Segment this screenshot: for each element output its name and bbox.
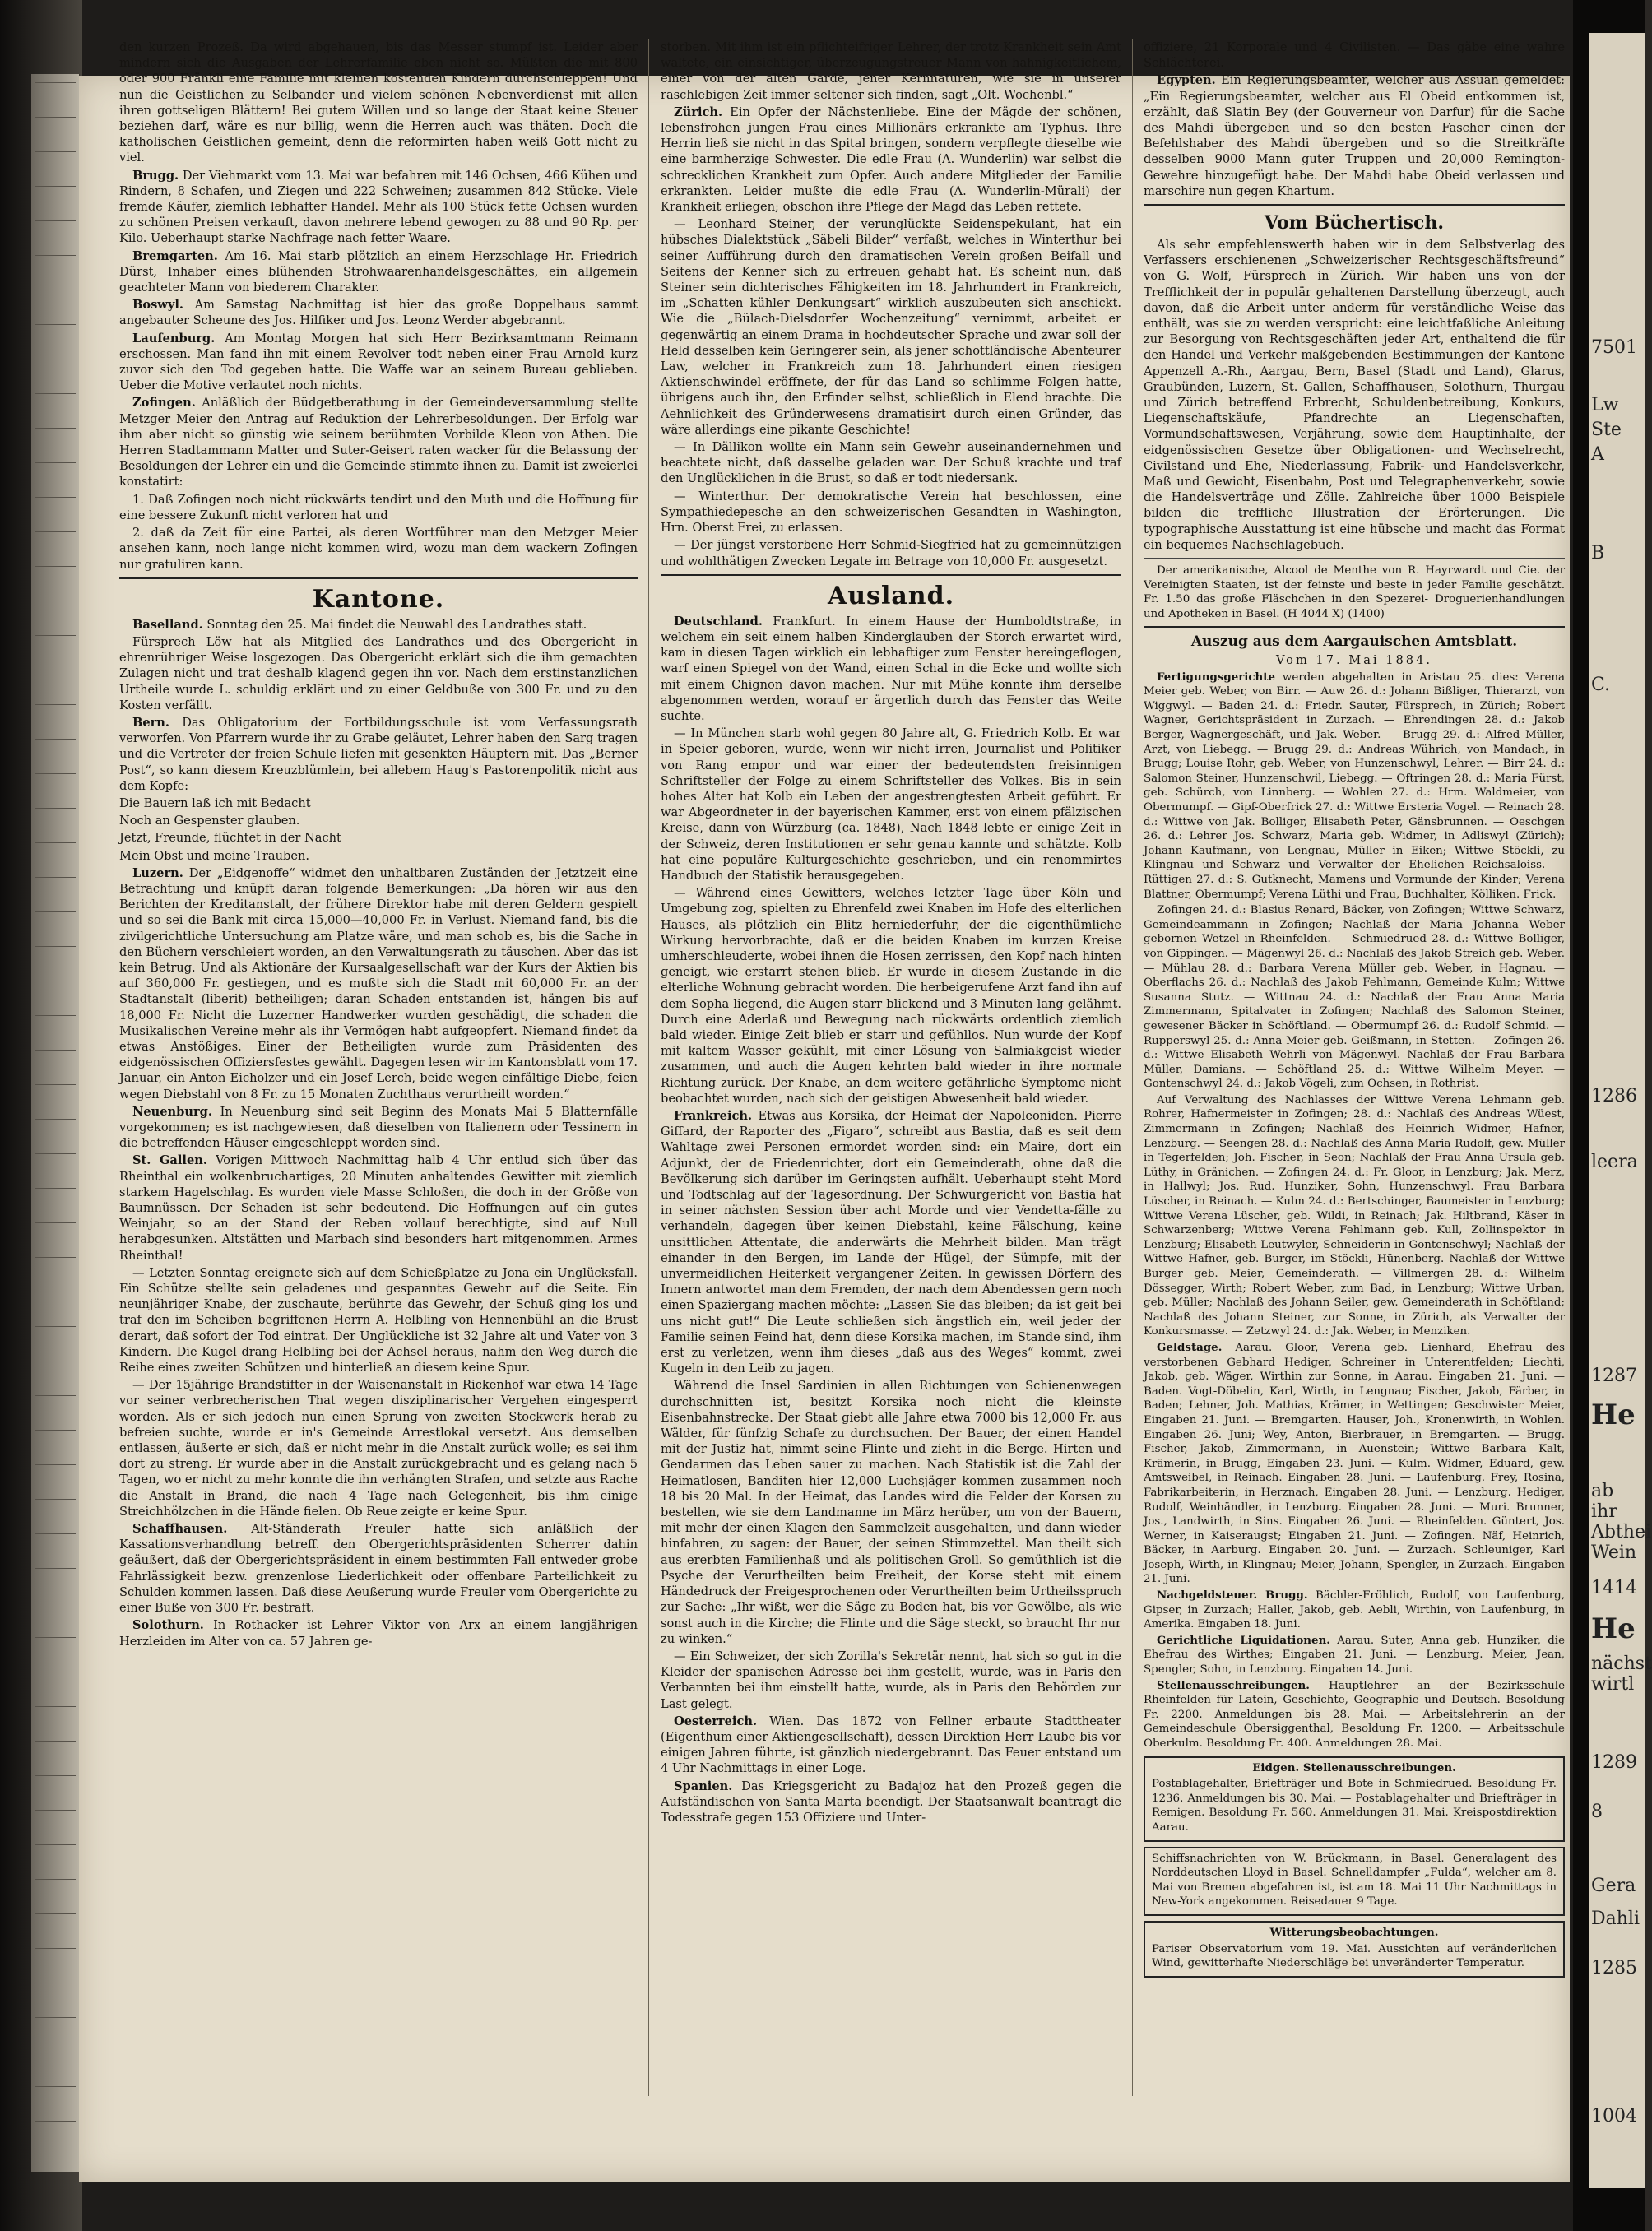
- section-rule: [661, 574, 1121, 576]
- page-edge-line: [35, 324, 76, 325]
- adjacent-fragment: wirtl: [1591, 1674, 1635, 1695]
- adjacent-fragment: leera: [1591, 1152, 1638, 1172]
- column-left: [119, 39, 638, 1651]
- point-1: 1. Daß Zofingen noch nicht rückwärts tendirt und den Muth und die Hoffnung für eine bessere Zukunft nicht verloren hat und: [119, 492, 638, 522]
- page-edge-line: [35, 151, 76, 152]
- adjacent-fragment: 1285: [1591, 1958, 1637, 1978]
- page-edge-line: [35, 877, 76, 878]
- page-edge-line: [35, 1948, 76, 1949]
- page-edge-line: [35, 2121, 76, 2122]
- news-item-spanien: Spanien. Das Kriegsgericht zu Badajoz hat den Prozeß gegen die Aufständischen von Santa Marta beendigt. Der Staatsanwalt beantragt die Todesstrafe gegen 153 Offiziere und Unter-: [661, 1779, 1121, 1825]
- page-edge-line: [35, 1810, 76, 1811]
- adjacent-fragment: 1289: [1591, 1752, 1637, 1773]
- page-edge-line: [35, 1464, 76, 1465]
- page-edge-line: [35, 1188, 76, 1189]
- page-edge-line: [35, 2086, 76, 2087]
- ship-news-text: Schiffsnachrichten von W. Brückmann, in Basel. Generalagent des Norddeutschen Lloyd in Basel. Schnelldampfer „Fulda“, welcher am 8. Mai von Bremen abgefahren ist, ist am 18. Mai 11 Uhr Nachmittags in New-York angekommen. Reisedauer 9 Tage.: [1152, 1852, 1557, 1909]
- adjacent-fragment: Gera: [1591, 1876, 1636, 1896]
- news-item-luzern: Luzern. Der „Eidgenoffe“ widmet den unhaltbaren Zuständen der Jetztzeit eine Betrachtung und knüpft daran folgende Bemerkungen: „Da hören wir aus den Berichten der Kreditanstalt, der frühere Direktor habe mit deren Geldern gespielt und so sei die Bank mit circa 15,000—40,000 Fr. in Verlust. Niemand fand, bis die zivilgerichtliche Untersuchung am Platze wäre, und man schob es, bis die Sache in den Büchern verschleiert worden, an den Verwaltungsrath zu täuschen. Aber das ist kein Betrug. Und als Aktionäre der Kursaalgesellschaft war der Kurs der Aktien bis auf 360,000 Fr. gestiegen, und es mußte sich die Stadt mit 60,000 Fr. an der Stadtanstalt (liberit) betheiligen; daran Schaden entstanden ist, hängen bis auf 18,000 Fr. Nicht die Luzerner Handwerker wurden geschädigt, die schaden die Musikalischen Vereine mehr als ihr Vermögen habt aufgeopfert. Niemand findet da etwas Anstößiges. Einer der Betheiligten wurde zum Präsidenten des eidgenössischen Offiziersfestes gewählt. Dagegen lesen wir im Kantonsblatt vom 17. Januar, ein Anton Eicholzer und ein Josef Lerch, beide wegen einfältige Diebe, feien wegen Diebstahl von 8 Fr. zu 15 Monaten Zuchthaus verurtheilt worden.“: [119, 865, 638, 1102]
- page-edge-line: [35, 739, 76, 740]
- news-item-gewitter: — Während eines Gewitters, welches letzter Tage über Köln und Umgebung zog, spielten zu Ehrenfeld zwei Knaben im Hofe des elterlichen Hauses, als plötzlich ein Blitz herniederfuhr, der die eigenthümliche Wirkung hervorbrachte, daß er die beiden Knaben im kurzen Kreise umherschleuderte, wobei ihnen die Hosen zerrissen, den Kopf nach hinten geneigt, wie erstarrt stehen blieb. Er wurde in diesem Zustande in die elterliche Wohnung gebracht worden. Die herbeigerufene Arzt fand ihn auf dem Sopha liegend, die Augen starr blickend und 3 Minuten lang gelähmt. Durch eine Aderlaß und Bewegung nach rückwärts ordentlich ziemlich bald wieder. Einige Zeit blieb er starr und gefühllos. Nun wurde der Kopf mit kaltem Wasser gekühlt, mit einer Lösung von Salmiakgeist wieder zusammen, und auch die Augen kehrten bald wieder in ihre normale Richtung zurück. Der Knabe, an dem weitere gefährliche Symptome nicht beobachtet wurden, nach sich der geistigen Abwesenheit bald wieder.: [661, 886, 1121, 1106]
- news-item-jona: — Letzten Sonntag ereignete sich auf dem Schießplatze zu Jona ein Unglücksfall. Ein Schütze stellte sein geladenes und gespanntes Gewehr auf die Seite. Ein neunjähriger Knabe, der zuschaute, berührte das Gewehr, der Schuß ging los und traf den im Scheiben begriffenen Herrn A. Helbling von Hennenbühl an die Brust derart, daß sofort der Tod eintrat. Der Unglückliche ist 32 Jahre alt und Vater von 3 Kindern. Die Kugel drang Helbling bei der Achsel heraus, nahm den Weg durch die Reihe eines zweiten Schützen und hinterließ an diesem keine Spur.: [119, 1265, 638, 1375]
- page-edge-line: [35, 1015, 76, 1016]
- amtsblatt-nachgeld: Nachgeldsteuer. Brugg. Bächler-Fröhlich, Rudolf, von Laufenburg, Gipser, in Zurzach; Haller, Jakob, geb. Aebli, Wirthin, von Laufenburg, in Amerika. Eingaben 18. Juni.: [1144, 1589, 1565, 1631]
- news-item-zorilla: — Ein Schweizer, der sich Zorilla's Sekretär nennt, hat sich so gut in die Kleider der spanischen Adresse bei ihm gestellt, wurde, was in Paris den Verbannten bei ihm einstellt hatte, wurde, als in Paris den Behörden zur Last gelegt.: [661, 1649, 1121, 1711]
- news-item-neuenburg: Neuenburg. In Neuenburg sind seit Beginn des Monats Mai 5 Blatternfälle vorgekommen; es ist nachgewiesen, daß dieselben von Italienern oder Tessinern in die betreffenden Häuser eingeschleppt worden sind.: [119, 1104, 638, 1151]
- page-edge-line: [35, 497, 76, 498]
- page-edge-line: [35, 1084, 76, 1085]
- column-rule-2: [1132, 39, 1133, 2096]
- news-item-kolb: — In München starb wohl gegen 80 Jahre alt, G. Friedrich Kolb. Er war in Speier geboren, wurde, wenn wir nicht irren, Journalist und Politiker von Rang empor und war einer der bedeutendsten freisinnigen Schriftsteller der Folge zu einem Schriftsteller des Volkes. Bis in sein hohes Alter hat Kolb ein Leben der angestrengtesten Arbeit geführt. Er war Abgeordneter in der bayerischen Kammer, erst von einem pfälzischen Kreise, dann von Würzburg (ca. 1848), Nach 1848 lebte er einige Zeit in der Schweiz, deren Institutionen er sehr genau kannte und schätzte. Kolb hat eine populäre Kulturgeschichte geschrieben, und ein renommirtes Handbuch der Statistik herausgegeben.: [661, 726, 1121, 883]
- verse-line: Noch an Gespenster glauben.: [119, 814, 300, 828]
- news-item-legate: — Der jüngst verstorbene Herr Schmid-Siegfried hat zu gemeinnützigen und wohlthätigen Zwecken Legate im Betrage von 10,000 Fr. ausgesetzt.: [661, 538, 1121, 568]
- job-notice-text: Postablagehalter, Briefträger und Bote in Schmiedrued. Besoldung Fr. 1236. Anmeldungen bis 30. Mai. — Postablagehalter und Briefträger in Remigen. Besoldung Fr. 560. Anmeldungen 31. Mai. Kreispostdirektion Aarau.: [1152, 1778, 1557, 1834]
- amtsblatt-entry: Zofingen 24. d.: Blasius Renard, Bäcker, von Zofingen; Wittwe Schwarz, Gemeindeammann in Zofingen; Nachlaß der Maria Johanna Weber gebornen Wetzel in Rheinfelden. — Schmiedrued 28. d.: Wittwe Bolliger, von Gippingen. — Mägenwyl 26. d.: Nachlaß des Jakob Streich geb. Weber. — Mühlau 28. d.: Barbara Verena Müller geb. Weber, in Hagnau. — Oberflachs 26. d.: Nachlaß des Jakob Fehlmann, Gemeinde Kulm; Wittwe Susanna Stutz. — Wittnau 24. d.: Nachlaß der Frau Anna Maria Zimmermann, Spitalvater in Zofingen; Nachlaß des Salomon Steiner, gewesener Bäcker in Schöftland. — Obermumpf 26. d.: Rudolf Schmid. — Rupperswyl 25. d.: Anna Meier geb. Geißmann, in Stetten. — Zofingen 26. d.: Wittwe Elisabeth Wehrli von Mägenwyl. Nachlaß der Frau Barbara Müller, Damians. — Schöftland 25. d.: Wittwe Wilhelm Meyer. — Gontenschwyl 24. d.: Jakob Vögeli, zum Ochsen, in Rothrist.: [1144, 904, 1565, 1091]
- adjacent-fragment: Abthei: [1591, 1522, 1652, 1542]
- page-edge-line: [35, 1119, 76, 1120]
- news-item-frankreich: Frankreich. Etwas aus Korsika, der Heimat der Napoleoniden. Pierre Giffard, der Raporter des „Figaro“, schreibt aus Bastia, daß es seit dem Wahltage zwei Personen ermordet worden sind: ein Maire, dort ein Adjunkt, der de Friedenrichter, dort ein Gemeinderath, ohne daß die Bevölkerung sich darüber im Geringsten aufhält. Ueberhaupt steht Mord und Todtschlag auf der Tagesordnung. Der Schwurgericht von Bastia hat in seiner nächsten Session über acht Morde und vier Vendetta-fälle zu verhandeln, dagegen über keinen Diebstahl, keine Fälschung, keine unsittlichen Attentate, die anderwärts die Mehrheit bilden. Man trägt einander in den Bergen, im Lande der Hügel, der Sümpfe, mit der unvermeidlichen Heiterkeit vergangener Zeiten. In gewissen Dörfern des Innern antwortet man dem Fremden, der nach dem Abendessen gern noch einen Spaziergang machen möchte: „Lassen Sie das bleiben; da ist geit bei uns nicht gut!“ Die Leute schließen sich ängstlich ein, weil jeder der Familie seinen Feind hat, denn diese Korsika machen, im Stande sind, ihm erst zu verletzen, wenn ihm dieses „daß aus des Weges“ kommt, zwei Kugeln in den Leib zu jagen.: [661, 1109, 1122, 1376]
- heading-buechertisch: Vom Büchertisch.: [1264, 212, 1445, 234]
- page-edge-line: [35, 808, 76, 809]
- page-edge-line: [35, 1741, 76, 1742]
- news-item-oesterreich: Oesterreich. Wien. Das 1872 von Fellner erbaute Stadttheater (Eigenthum einer Aktiengesellschaft), dessen Direktion Herr Laube bis vor einigen Jahren führte, ist gänzlich niedergebrannt. Das Feuer entstand um 4 Uhr Nachmittags in einer Loge.: [661, 1714, 1122, 1776]
- intro-paragraph: den kurzen Prozeß. Da wird abgehauen, bis das Messer stumpf ist. Leider aber mindern sich die Ausgaben der Lehrerfamilie eben nicht so. Müßten die mit 800 oder 900 Fränkli eine Familie mit kleinen kostenden Kindern durchschleppen! Und nun die Geistlichen zu Selbander und vielem schönen Nebenverdienst mit allen ihren gottseligen Blättern! Bei gutem Willen und so lange der Staat keine Steuer beziehen darf, wäre es nur billig, wenn die Herren auch was thäten. Doch die katholischen Geistlichen gemeint, denn die reformirten haben weiß Gott nicht zu viel.: [119, 40, 638, 165]
- page-edge-line: [35, 117, 76, 118]
- adjacent-fragment: Wein: [1591, 1542, 1637, 1563]
- page-edge-line: [35, 1499, 76, 1500]
- spine-page-stack: [31, 74, 80, 2172]
- page-edge-line: [35, 2017, 76, 2018]
- verse-line: Die Bauern laß ich mit Bedacht: [119, 795, 311, 810]
- weather-text: Pariser Observatorium vom 19. Mai. Aussichten auf veränderlichen Wind, gewitterhafte Niederschläge bei unveränderter Temperatur.: [1152, 1942, 1557, 1970]
- page-edge-line: [35, 462, 76, 463]
- adjacent-page-strip: [1589, 33, 1652, 2188]
- column-rule-1: [648, 39, 649, 2096]
- verse-line: Mein Obst und meine Trauben.: [119, 848, 310, 863]
- adjacent-fragment: 8: [1591, 1802, 1603, 1822]
- news-item-boswyl: Boswyl. Am Samstag Nachmittag ist hier das große Doppelhaus sammt angebauter Scheune des Jos. Hilfiker und Jos. Leonz Werder abgebrannt.: [119, 298, 638, 328]
- section-rule: [1144, 204, 1565, 206]
- amtsblatt-stellen: Stellenausschreibungen. Hauptlehrer an der Bezirksschule Rheinfelden für Latein, Geschichte, Geographie und Deutsch. Besoldung Fr. 2200. Anmeldungen bis 28. Mai. — Arbeitslehrerin an der Gemeindeschule Obersiggenthal, Besoldung Fr. 1200. — Arbeitsschule Oberkulm. Besoldung Fr. 400. Anmeldungen 28. Mai.: [1144, 1678, 1565, 1751]
- page-edge-line: [35, 946, 76, 947]
- adjacent-fragment: 1004: [1591, 2106, 1637, 2127]
- page-edge-line: [35, 1879, 76, 1880]
- adjacent-fragment: ihr: [1591, 1501, 1617, 1522]
- weather-heading: Witterungsbeobachtungen.: [1269, 1925, 1439, 1939]
- page-edge-line: [35, 186, 76, 187]
- adjacent-fragment: 1414: [1591, 1578, 1637, 1598]
- news-item-bern: Bern. Das Obligatorium der Fortbildungsschule ist vom Verfassungsrath verworfen. Von Pfarrern wurde ihr zu Grabe geläutet, Lehrer haben den Sarg tragen und die Vertreter der freien Schule liefen mit gesenkten Häuptern mit. Das „Berner Post“, so kann diesem Kreuzblümlein, bei allebem Haug's Pastorenpolitik nicht aus dem Kopfe:: [119, 715, 638, 793]
- adjacent-fragment: nächst: [1591, 1654, 1652, 1674]
- page-edge-line: [35, 635, 76, 636]
- section-rule: [119, 577, 638, 579]
- adjacent-fragment: Lw: [1591, 395, 1619, 415]
- news-item-egypten: Egypten. Ein Regierungsbeamter, welcher aus Assuan gemeldet: „Ein Regierungsbeamter, welcher aus El Obeid entkommen ist, erzählt, daß Slatin Bey (der Gouverneur von Darfur) für die Sache des Mahdi übergeben und so den besten Fascher einen der Befehlshaber des Mahdi übergeben und so die Streitkräfte desselben 9000 Mann guter Truppen und 20,000 Remington-Gewehre hinzugefügt habe. Der Mahdi habe Obeid verlassen und marschire nun gegen Khartum.: [1144, 73, 1566, 198]
- page-edge-line: [35, 911, 76, 912]
- amtsblatt-date: Vom 17. Mai 1884.: [1275, 653, 1433, 668]
- news-item-bremgarten: Bremgarten. Am 16. Mai starb plötzlich an einem Herzschlage Hr. Friedrich Dürst, Inhaber eines blühenden Strohwaarenhandelsgeschäftes, ein allgemein geachteter Mann von biederem Charakter.: [119, 248, 638, 295]
- job-notice-box: [1144, 1756, 1565, 1842]
- heading-amtsblatt: Auszug aus dem Aargauischen Amtsblatt.: [1190, 633, 1518, 651]
- book-review: Als sehr empfehlenswerth haben wir in dem Selbstverlag des Verfassers erschienenen „Schweizerischer Rechtsgeschäftsfreund“ von G. Wolf, Fürsprech in Zürich. Wir haben uns von der Trefflichkeit der in populär gehaltenen Darstellung überzeugt, auch davon, daß die Arbeit unter anderm für verständliche Weise das enthält, was sie zu werden verspricht: eine leichtfaßliche Anleitung zur Besorgung von Rechtsgeschäften jeder Art, enthaltend die für den Handel und Verkehr maßgebenden Bestimmungen der Kantone Appenzell A.-Rh., Aargau, Bern, Basel (Stadt und Land), Glarus, Graubünden, Luzern, St. Gallen, Schaffhausen, Solothurn, Thurgau und Zürich betreffend Erbrecht, Schuldenbetreibung, Konkurs, Liegenschaftskäufe, Pfandrechte an Liegenschaften, Vormundschaftswesen, Verjährung, sowie dem Hauptinhalte, der eidgenössischen Gesetze über Obligationen- und Wechselrecht, Civilstand und Ehe, Niederlassung, Fabrik- und Handelsverkehr, Maß und Gewicht, Eisenbahn, Post und Telegraphenverkehr, sowie die Handelsverträge und Zölle. Zahlreiche über 1000 Beispiele bilden die treffliche Illustration der Erörterungen. Die typographische Ausstattung ist eine hübsche und macht das Format ein bequemes Nachschlagebuch.: [1144, 238, 1565, 552]
- page-edge-line: [35, 1153, 76, 1154]
- news-item-daellikon: — In Dällikon wollte ein Mann sein Gewehr auseinandernehmen und beachtete nicht, daß dasselbe geladen war. Der Schuß krachte und traf den Unglücklichen in die Brust, so daß er todt niedersank.: [661, 440, 1121, 486]
- page-edge-line: [35, 531, 76, 532]
- page-edge-line: [35, 1775, 76, 1776]
- page-edge-line: [35, 842, 76, 843]
- news-item-zofingen: Zofingen. Anläßlich der Büdgetberathung in der Gemeindeversammlung stellte Metzger Meier den Antrag auf Reduktion der Lehrerbesoldungen. Der Erfolg war ihm aber nicht so günstig wie seinem berühmten Vorbilde Kleon von Athen. Die Herren Stadtammann Matter und Suter-Geisert raten wacker für die Belassung der Besoldungen der Lehrer ein und die Gemeinde stimmte ihnen zu. Damit ist zweierlei konstatirt:: [119, 396, 638, 489]
- column-middle: [661, 39, 1121, 1827]
- news-item-zuerich: Zürich. Ein Opfer der Nächstenliebe. Eine der Mägde der schönen, lebensfrohen jungen Frau eines Millionärs erkrankte am Typhus. Ihre Herrin ließ sie nicht in das Spital bringen, sondern verpflegte dieselbe wie eine barmherzige Schwester. Die edle Frau (A. Wunderlin) war selbst die schrecklichen Krankheit zum Opfer. Auch andere Mitglieder der Familie erkrankten. Leider mußte die edle Frau (A. Wunderlin-Mürali) der Krankheit erliegen; obschon ihre Pflege der Magd das Leben rettete.: [661, 104, 1122, 215]
- news-item-korsika: Während die Insel Sardinien in allen Richtungen von Schienenwegen durchschnitten ist, besitzt Korsika noch nicht die kleinste Eisenbahnstrecke. Der Staat giebt alle Jahre etwa 7000 bis 12,000 Fr. aus Wälder, für fünfzig Schafe zu durchsuchen. Der Bauer, der einen Handel mit der Justiz hat, nimmt seine Flinte und zieht in die Berge. Hirten und Gendarmen das Leben sauer zu machen. Nach Statistik ist die Zahl der Heimatlosen, Banditen hier 12,000 Luchsjäger kommen zusammen noch 18 bis 20 Mal. In der Heimat, das Landes wird die Felder der Korsen zu bestellen, wie sie dem Landmanne im März herüber, um von der Bauern, mit mehr der einen Klagen den Sammelzeit ausgehalten, und dann wieder hinfahren, zu sagen: der Bauer, der seinen Stimmzettel. Man theilt sich aus ererbten Familienhaß und als politischen Groll. So gemüthlich ist die Psyche der Verurtheilten beim Freiheit, der Korse steht mit einem Händedruck der Freigesprochenen oder Verurtheilten beim Urtheilsspruch zur Sache: „Ihr wißt, wer die Säge zu Boden hat, bis vor Gewölbe, als wie sonst auch in die Kirche; die Flinte und die Säge steckt, so braucht Ihr nur zu winken.“: [661, 1379, 1121, 1646]
- adjacent-fragment: 1287: [1591, 1366, 1637, 1386]
- page-edge-line: [35, 1844, 76, 1845]
- page-edge-line: [35, 1913, 76, 1914]
- page-edge-line: [35, 255, 76, 256]
- page-edge-line: [35, 1222, 76, 1223]
- news-item-baselland-2: Fürsprech Löw hat als Mitglied des Landrathes und des Obergericht in ehrenrühriger Weise losgezogen. Das Obergericht erklärt sich die ihm gemachten Zulagen nicht und trat deshalb klagend gegen ihn vor. Nach dem erstinstanzlichen Urtheile wurde L. schuldig erklärt und zu einer Geldbuße von 300 Fr. und zu den Kosten verfällt.: [119, 634, 638, 712]
- amtsblatt-entry: Auf Verwaltung des Nachlasses der Wittwe Verena Lehmann geb. Rohrer, Hafnermeister in Zofingen; 28. d.: Nachlaß des Andreas Wüest, Zimmermann in Zofingen; Nachlaß des Heinrich Widmer, Hafner, Lenzburg. — Seengen 28. d.: Nachlaß des Anna Maria Rudolf, gew. Müller in Tegerfelden; Joh. Fischer, in Seon; Nachlaß der Frau Anna Ursula geb. Lüthy, in Gränichen. — Zofingen 24. d.: Fr. Gloor, in Lenzburg; Jak. Merz, in Hallwyl; Jos. Rud. Hunziker, Sohn, Hunzenschwyl. Frau Barbara Lüscher, in Reinach. — Kulm 24. d.: Bertschinger, Baumeister in Lenzburg; Wittwe Verena Lüscher, geb. Wildi, in Reinach; Jak. Hiltbrand, Käser in Schwarzenberg; Wittwe Verena Fehlmann geb. Kull, Zollinspektor in Lenzburg; Elisabeth Leutwyler, Schneiderin in Gontenschwyl; Nachlaß der Wittwe Hafner, geb. Burger, im Stöckli, Hünenberg. Nachlaß der Wittwe Burger geb. Meier, Gemeinderath. — Villmergen 28. d.: Wilhelm Dössegger, Wirth; Robert Weber, zum Bad, in Lenzburg; Wittwe Urban, geb. Müller; Nachlaß des Johann Seiler, gew. Gemeinderath in Schöftland; Nachlaß des Johann Steiner, zur Sonne, in Zürich, als Verwalter der Konkursmasse. — Zetzwyl 24. d.: Jak. Weber, in Menziken.: [1144, 1093, 1565, 1338]
- adjacent-fragment: He: [1591, 1398, 1636, 1431]
- heading-ausland: Ausland.: [827, 581, 955, 610]
- page-edge-line: [35, 704, 76, 705]
- column-right: [1144, 39, 1565, 1983]
- page-edge-line: [35, 1326, 76, 1327]
- page-edge-line: [35, 1637, 76, 1638]
- point-2: 2. daß da Zeit für eine Partei, als deren Wortführer man den Metzger Meier ansehen kann, noch lange nicht kommen wird, wozu man dem wackern Zofingen nur gratuliren kann.: [119, 526, 638, 572]
- adjacent-fragment: C.: [1591, 675, 1611, 695]
- section-rule: [1144, 558, 1565, 559]
- news-item-baselland: Baselland. Sonntag den 25. Mai findet die Neuwahl des Landrathes statt.: [132, 617, 587, 632]
- news-item-obituary: storben. Mit ihm ist ein pflichteifriger Lehrer, der trotz Krankheit sein Amt waltete, ein einsichtiger, überzeugungstreuer Mann von hahnigkeitlichem, einer von der alten Garde, jener Kernnaturen, wie sie in unserer raschlebigen Zeit immer seltener sich finden, sagt „Olt. Wochenbl.“: [661, 40, 1121, 102]
- amtsblatt-liquidationen: Gerichtliche Liquidationen. Aarau. Suter, Anna geb. Hunziker, die Ehefrau des Wirthes; Eingaben 21. Juni. — Lenzburg. Meier, Jean, Spengler, Sohn, in Lenzburg. Eingaben 14. Juni.: [1144, 1633, 1566, 1677]
- news-item-brugg: Brugg. Der Viehmarkt vom 13. Mai war befahren mit 146 Ochsen, 466 Kühen und Rindern, 8 Schafen, und Ziegen und 222 Schweinen; zusammen 842 Stücke. Viele fremde Käufer, ziemlich lebhafter Handel. Mehr als 100 Stück fette Ochsen wurden zu schönen Preisen verkauft, davon mehrere lebend gewogen zu 88 und 90 Rp. per Kilo. Ueberhaupt starke Nachfrage nach fetter Waare.: [119, 168, 638, 246]
- news-item-brandstifter: — Der 15jährige Brandstifter in der Waisenanstalt in Rickenhof war etwa 14 Tage vor seiner verbrecherischen That wegen disziplinarischer Vergehen eingesperrt worden. Als er sich jedoch nun einen Sprung von zweiten Stockwerk herab zu befreien suchte, wurde er in's Gemeinde Arrestlokal versetzt. Aus demselben entlassen, äußerte er sich, daß er nicht mehr in die Anstalt zurück wolle; es sei ihm dort zu streng. Er wurde aber in die Anstalt zurückgebracht und es gelang nach 5 Tagen, wo er nicht zu mehr konnte die ihn verhängten Strafen, und setzte aus Rache die Anstalt in Brand, die nach 4 Tage nach Gelegenheit, bis ihm einige Streichhölzchen in die Hände fielen. Ob Reue zeigte er keine Spur.: [119, 1378, 638, 1519]
- advertisement: Der amerikanische, Alcool de Menthe von R. Hayrwardt und Cie. der Vereinigten Staaten, ist der feinste und beste in jeder Familie geschätzt. Fr. 1.50 das große Fläschchen in den Spezerei- Droguerienhandlungen und Apotheken in Basel. (H 4044 X) (1400): [1144, 564, 1565, 620]
- news-item-laufenburg: Laufenburg. Am Montag Morgen hat sich Herr Bezirksamtmann Reimann erschossen. Man fand ihn mit einem Revolver todt neben einer Frau Arnold kurz zuvor sich den Tod gegeben hatte. Die Waffe war an seinem Bureau geblieben. Ueber die Motive verlautet noch nichts.: [119, 331, 638, 393]
- page-edge-line: [35, 1568, 76, 1569]
- page-edge-line: [35, 1706, 76, 1707]
- page-edge-line: [35, 1533, 76, 1534]
- amtsblatt-geldstage: Geldstage. Aarau. Gloor, Verena geb. Lienhard, Ehefrau des verstorbenen Gebhard Hediger, Schreiner in Unterentfelden; Liechti, Jakob, geb. Wäger, Wirthin zur Sonne, in Aarau. Eingaben 21. Juni. — Baden. Vogt-Döbelin, Karl, Wirth, in Lengnau; Fischer, Jakob, Färber, in Baden; Lehner, Joh. Mathias, Krämer, in Wettingen; Geschwister Meier, Eingaben 21. Juni. — Bremgarten. Hauser, Joh., Kronenwirth, in Wohlen. Eingaben 26. Juni; Wey, Anton, Bierbrauer, in Bremgarten. — Brugg. Fischer, Jakob, Zimmermann, in Auenstein; Wittwe Barbara Kalt, Krämerin, in Brugg, Eingaben 23. Juni. — Kulm. Widmer, Eduard, gew. Amtsweibel, in Reinach. Eingaben 28. Juni. — Laufenburg. Frey, Rosina, Fabrikarbeiterin, in Herznach, Eingaben 28. Juni. — Lenzburg. Hediger, Rudolf, Weinhändler, in Lenzburg. Eingaben 28. Juni. — Muri. Brunner, Jos., Landwirth, in Sins. Eingaben 26. Juni. — Rheinfelden. Güntert, Jos. Werner, in Kaiseraugst; Eingaben 21. Juni. — Zofingen. Näf, Heinrich, Bäcker, in Aarburg. Eingaben 20. Juni. — Zurzach. Schleuniger, Karl Joseph, Wirth, in Klingnau; Meier, Johann, Spengler, in Zurzach. Eingaben 21. Juni.: [1144, 1340, 1565, 1586]
- news-item-winterthur: — Winterthur. Der demokratische Verein hat beschlossen, eine Sympathiedepesche an den schweizerischen Gesandten in Washington, Hrn. Oberst Frei, zu erlassen.: [661, 489, 1121, 536]
- page-edge-line: [35, 1257, 76, 1258]
- amtsblatt-fertigung: Fertigungsgerichte werden abgehalten in Aristau 25. dies: Verena Meier geb. Weber, von Birr. — Auw 26. d.: Johann Bißliger, Thierarzt, von Wiggwyl. — Baden 24. d.: Friedr. Sauter, Fürsprech, in Zürich; Robert Wagner, Gerichtspräsident in Zurzach. — Ehrendingen 28. d.: Jakob Berger, Wagnergeschäft, und Jak. Weber. — Brugg 29. d.: Alfred Müller, Arzt, von Liebegg. — Brugg 29. d.: Andreas Wührich, von Mandach, in Brugg; Louise Rohr, geb. Weber, von Hunzenschwyl, Lehrer. — Birr 24. d.: Salomon Steiner, Hunzenschwil, Liebegg. — Oftringen 28. d.: Maria Fürst, geb. Schürch, von Linnberg. — Wohlen 27. d.: Hrm. Waldmeier, von Obermumpf. — Gipf-Oberfrick 27. d.: Wittwe Ersteria Vogel. — Reinach 28. d.: Wittwe von Jak. Bolliger, Elisabeth Peter, Gänsbrunnen. — Oeschgen 26. d.: Lehrer Jos. Schwarz, Maria geb. Widmer, in Adliswyl (Zürich); Johann Kaufmann, von Lengnau, Müller in Eiken; Wittwe Stöckli, zu Klingnau und Schwarz und Verwalter der Ehelichen Reichsaloiss. — Rüttigen 27. d.: S. Gutknecht, Mamens und Vormunde der Kinder; Verena Blattner, Obermumpf; Verena Lüthi und Frau, Buchhalter, Kölliken. Frick.: [1144, 670, 1565, 901]
- news-item-continued: offiziere, 21 Korporale und 4 Civilisten. — Das gäbe eine wahre Schlächterei.: [1144, 40, 1565, 71]
- page-edge-line: [35, 1430, 76, 1431]
- ship-news-box: [1144, 1847, 1565, 1916]
- adjacent-fragment: ab: [1591, 1481, 1614, 1501]
- weather-box: [1144, 1921, 1565, 1978]
- heading-kantone: Kantone.: [312, 584, 445, 614]
- adjacent-fragment: B: [1591, 543, 1605, 564]
- news-item-st-gallen: St. Gallen. Vorigen Mittwoch Nachmittag halb 4 Uhr entlud sich über das Rheinthal ein wolkenbruchartiges, 20 Minuten anhaltendes Gewitter mit ziemlich starkem Hagelschlag. Es wurden viele Masse Schloßen, die doch in der Größe von Baumnüssen. Der Schaden ist sehr bedeutend. Die Hoffnungen auf ein gutes Weinjahr, so an der Stand der Reben vollauf berechtigte, sind auf Null herabgesunken. Altstätten und Marbach sind besonders hart mitgenommen. Armes Rheinthal!: [119, 1153, 638, 1263]
- adjacent-fragment: A: [1591, 444, 1604, 465]
- page-edge-line: [35, 82, 76, 83]
- page-edge-line: [35, 773, 76, 774]
- job-notice-heading: Eidgen. Stellenausschreibungen.: [1252, 1760, 1456, 1774]
- adjacent-fragment: He: [1591, 1612, 1636, 1645]
- page-edge-line: [35, 1395, 76, 1396]
- verse-line: Jetzt, Freunde, flüchtet in der Nacht: [119, 831, 341, 846]
- page-edge-line: [35, 566, 76, 567]
- news-item-solothurn: Solothurn. In Rothacker ist Lehrer Viktor von Arx an einem langjährigen Herzleiden im Alter von ca. 57 Jahren ge-: [119, 1618, 638, 1649]
- adjacent-fragment: Ste: [1591, 420, 1622, 440]
- adjacent-fragment: 7501: [1591, 337, 1637, 358]
- page-edge-line: [35, 220, 76, 221]
- news-item-steiner: — Leonhard Steiner, der verunglückte Seidenspekulant, hat ein hübsches Dialektstück „Säbeli Bilder“ verfaßt, welches in Winterthur bei seiner Aufführung durch den dramatischen Verein großen Beifall und Seitens der Kenner sich zu erfreuen gehabt hat. Es scheint nun, daß Steiner sein dichterisches Fähigkeiten im 18. Jahrhundert in Frankreich, im „Schatten kühler Denkungsart“ wirklich auszubeuten sich anschickt. Wie die „Bülach-Dielsdorfer Wochenzeitung“ vernimmt, arbeitet er gegenwärtig an einem Drama in hochdeutscher Sprache und zwar soll der Held desselben kein Geringerer sein, als jener schottländische Abenteurer Law, welcher in Frankreich zum 18. Jahrhundert einen riesigen Aktienschwindel eröffnete, der für das Land so schlimme Folgen hatte, übrigens auch ihn, den Erfinder selbst, schließlich in Elend brachte. Die Aehnlichkeit des Gründerwesens dramatisirt durch einen Gründer, das wäre allerdings eine pikante Geschichte!: [661, 217, 1121, 437]
- section-rule: [1144, 626, 1565, 628]
- news-item-schaffhausen: Schaffhausen. Alt-Ständerath Freuler hatte sich anläßlich der Kassationsverhandlung betreff. den Obergerichtspräsidenten Scherrer dahin geäußert, daß der Obergerichtspräsident in einem bestimmten Fall entweder grobe Fahrlässigkeit bezw. grenzenlose Liederlichkeit oder offenbare Parteilichkeit zu Schulden kommen lassen. Daß diese Aeußerung wurde Freuler vom Obergerichte zu einer Buße von 300 Fr. bestraft.: [119, 1522, 638, 1616]
- news-item-deutschland: Deutschland. Frankfurt. In einem Hause der Humboldtstraße, in welchem ein seit einem halben Kinderglauben der Storch erwartet wird, kam in diesen Tagen wirklich ein lebhaftiger zum Fenster hereingeflogen, warf einen Spiegel von der Wand, einen Schal in die Ecke und wollte sich mit einem Chignon davon machen. Nur mit Mühe konnte ihm derselbe abgenommen werden, worauf er ärgerlich durch das Fenster das Weite suchte.: [661, 614, 1122, 723]
- page-edge-line: [35, 1050, 76, 1051]
- page-edge-line: [35, 428, 76, 429]
- adjacent-fragment: 1286: [1591, 1086, 1637, 1106]
- page-edge-line: [35, 393, 76, 394]
- adjacent-fragment: Dahli: [1591, 1909, 1640, 1929]
